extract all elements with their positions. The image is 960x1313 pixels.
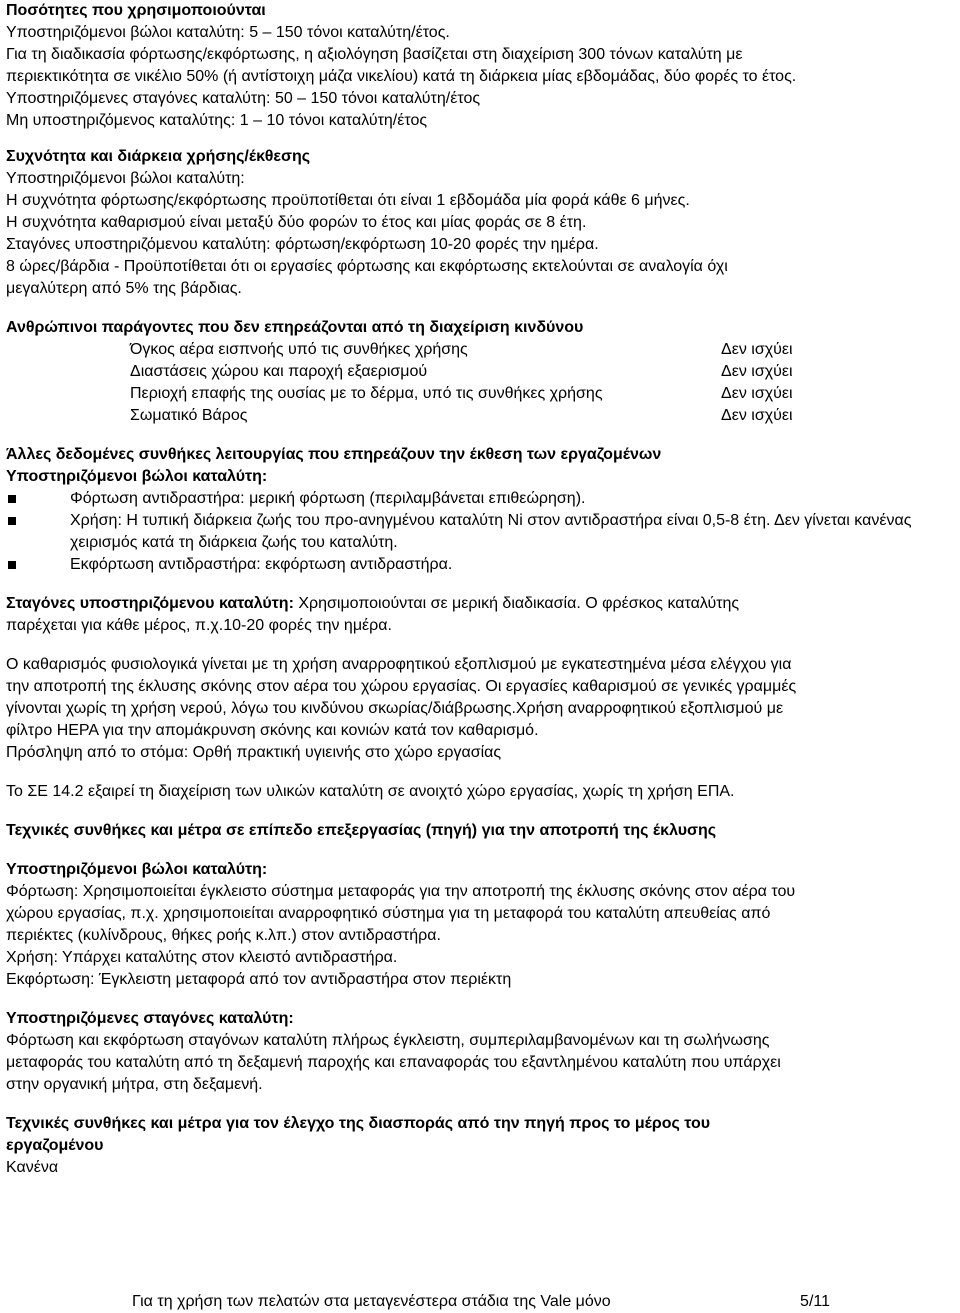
section-heading-dispersion-control-cont: εργαζομένου	[6, 1137, 104, 1154]
section-heading-dispersion-control: Τεχνικές συνθήκες και μέτρα για τον έλεγχο της διασποράς από την πηγή προς το μέρος του	[6, 1115, 711, 1132]
text-line: Μη υποστηριζόμενος καταλύτης: 1 – 10 τόνοι καταλύτη/έτος	[6, 112, 428, 129]
lead-label: Σταγόνες υποστηριζόμενου καταλύτη:	[6, 595, 294, 612]
paragraph: Το ΣΕ 14.2 εξαιρεί τη διαχείριση των υλικών καταλύτη σε ανοιχτό χώρο εργασίας, χωρίς τη χρήση ΕΠΑ.	[6, 783, 735, 800]
text-line: Ο καθαρισμός φυσιολογικά γίνεται με τη χρήση αναρροφητικού εξοπλισμού με εγκατεστημένα μέσα ελέγχου για	[6, 656, 792, 673]
footer-text: Για τη χρήση των πελατών στα μεταγενέστερα στάδια της Vale μόνο	[132, 1293, 611, 1310]
square-bullet-icon	[8, 495, 16, 503]
text-line: περιέκτες (κυλίνδρους, θήκες ροής κ.λπ.) στον αντιδραστήρα.	[6, 927, 441, 944]
text-line: Υποστηριζόμενοι βώλοι καταλύτη:	[6, 170, 245, 187]
text-line: χώρου εργασίας, π.χ. χρησιμοποιείται αναρροφητικό σύστημα για τη μεταφορά του καταλύτη απευθείας από	[6, 905, 771, 922]
value-cell: Δεν ισχύει	[721, 341, 793, 358]
page-footer	[124, 1289, 836, 1311]
text-line: περιεκτικότητα σε νικέλιο 50% (ή αντίστοιχη μάζα νικελίου) κατά τη διάρκεια μίας εβδομάδας, δύο φορές το έτος.	[6, 68, 797, 85]
text-line: στην οργανική μήτρα, στη δεξαμενή.	[6, 1076, 263, 1093]
list-item: Χρήση: Η τυπική διάρκεια ζωής του προ-ανηγμένου καταλύτη Ni στον αντιδραστήρα είναι 0,5-8 έτη. Δεν γίνεται κανένας χειρισμός κατά τη διάρκεια ζωής του καταλύτη.	[6, 510, 952, 554]
section-heading-human-factors: Ανθρώπινοι παράγοντες που δεν επηρεάζονται από τη διαχείριση κινδύνου	[6, 319, 584, 336]
section-heading-quantities: Ποσότητες που χρησιμοποιούνται	[6, 2, 266, 19]
table-row	[126, 361, 797, 383]
text-line: Φόρτωση και εκφόρτωση σταγόνων καταλύτη πλήρως έγκλειστη, συμπεριλαμβανομένων και τη σωλήνωσης	[6, 1032, 770, 1049]
text-line: Για τη διαδικασία φόρτωσης/εκφόρτωσης, η αξιολόγηση βασίζεται στη διαχείριση 300 τόνων καταλύτη με	[6, 46, 743, 63]
document-page	[6, 0, 952, 1179]
text-line: Πρόσληψη από το στόμα: Ορθή πρακτική υγιεινής στο χώρο εργασίας	[6, 744, 502, 761]
text-line: Κανένα	[6, 1159, 59, 1176]
table-row	[126, 405, 797, 427]
section-heading-frequency: Συχνότητα και διάρκεια χρήσης/έκθεσης	[6, 148, 311, 165]
text-line: Υποστηριζόμενοι βώλοι καταλύτη: 5 – 150 τόνοι καταλύτη/έτος.	[6, 24, 450, 41]
table-row	[126, 383, 797, 405]
factor-cell: Περιοχή επαφής της ουσίας με το δέρμα, υπό τις συνθήκες χρήσης	[130, 385, 603, 402]
text-line: Χρήση: Υπάρχει καταλύτης στον κλειστό αντιδραστήρα.	[6, 949, 398, 966]
factor-cell: Όγκος αέρα εισπνοής υπό τις συνθήκες χρήσης	[130, 341, 468, 358]
text-line: Η συχνότητα καθαρισμού είναι μεταξύ δύο φορών το έτος και μίας φοράς σε 8 έτη.	[6, 214, 587, 231]
square-bullet-icon	[8, 517, 16, 525]
factor-cell: Διαστάσεις χώρου και παροχή εξαερισμού	[130, 363, 428, 380]
text-line: μεγαλύτερη από 5% της βάρδιας.	[6, 280, 242, 297]
subheading: Υποστηριζόμενοι βώλοι καταλύτη:	[6, 468, 268, 485]
text-line: 8 ώρες/βάρδια - Προϋποτίθεται ότι οι εργασίες φόρτωσης και εκφόρτωσης εκτελούνται σε αναλογία όχι	[6, 258, 728, 275]
text-line: παρέχεται για κάθε μέρος, π.χ.10-20 φορές την ημέρα.	[6, 617, 392, 634]
text-line: Η συχνότητα φόρτωσης/εκφόρτωσης προϋποτίθεται ότι είναι 1 εβδομάδα μία φορά κάθε 6 μήνες.	[6, 192, 690, 209]
subheading: Υποστηριζόμενοι βώλοι καταλύτη:	[6, 861, 268, 878]
text-line: μεταφοράς του καταλύτη από τη δεξαμενή παροχής και επαναφοράς του εξαντλημένου καταλύτη που υπάρχει	[6, 1054, 781, 1071]
value-cell: Δεν ισχύει	[721, 363, 793, 380]
list-item: Φόρτωση αντιδραστήρα: μερική φόρτωση (περιλαμβάνεται επιθεώρηση).	[6, 488, 952, 510]
text-line: φίλτρο HEPA για την απομάκρυνση σκόνης και κονιών κατά τον καθαρισμό.	[6, 722, 539, 739]
table-row	[126, 339, 797, 361]
text-line: την αποτροπή της έκλυσης σκόνης στον αέρα του χώρου εργασίας. Οι εργασίες καθαρισμού σε γενικές γραμμές	[6, 678, 797, 695]
square-bullet-icon	[8, 561, 16, 569]
list-item: Εκφόρτωση αντιδραστήρα: εκφόρτωση αντιδραστήρα.	[6, 554, 952, 576]
bullet-list	[6, 488, 952, 576]
text-line: Σταγόνες υποστηριζόμενου καταλύτη: φόρτωση/εκφόρτωση 10-20 φορές την ημέρα.	[6, 236, 599, 253]
page-number: 5/11	[800, 1293, 830, 1310]
section-heading-operating-conditions: Άλλες δεδομένες συνθήκες λειτουργίας που επηρεάζουν την έκθεση των εργαζομένων	[6, 446, 662, 463]
factor-cell: Σωματικό Βάρος	[130, 407, 248, 424]
value-cell: Δεν ισχύει	[721, 407, 793, 424]
text-line: γίνονται χωρίς τη χρήση νερού, λόγω του κινδύνου σκωρίας/διάβρωσης.Χρήση αναρροφητικού εξοπλισμού με	[6, 700, 784, 717]
subheading: Υποστηριζόμενες σταγόνες καταλύτη:	[6, 1010, 294, 1027]
text-line: Φόρτωση: Χρησιμοποιείται έγκλειστο σύστημα μεταφοράς για την αποτροπή της έκλυσης σκόνης στον αέρα του	[6, 883, 796, 900]
paragraph: Σταγόνες υποστηριζόμενου καταλύτη: Χρησιμοποιούνται σε μερική διαδικασία. Ο φρέσκος καταλύτης	[6, 595, 740, 612]
human-factors-table	[126, 339, 797, 427]
text-line: Υποστηριζόμενες σταγόνες καταλύτη: 50 – 150 τόνοι καταλύτη/έτος	[6, 90, 481, 107]
text-line: Εκφόρτωση: Έγκλειστη μεταφορά από τον αντιδραστήρα στον περιέκτη	[6, 971, 512, 988]
value-cell: Δεν ισχύει	[721, 385, 793, 402]
section-heading-technical-source: Τεχνικές συνθήκες και μέτρα σε επίπεδο επεξεργασίας (πηγή) για την αποτροπή της έκλυσης	[6, 822, 717, 839]
